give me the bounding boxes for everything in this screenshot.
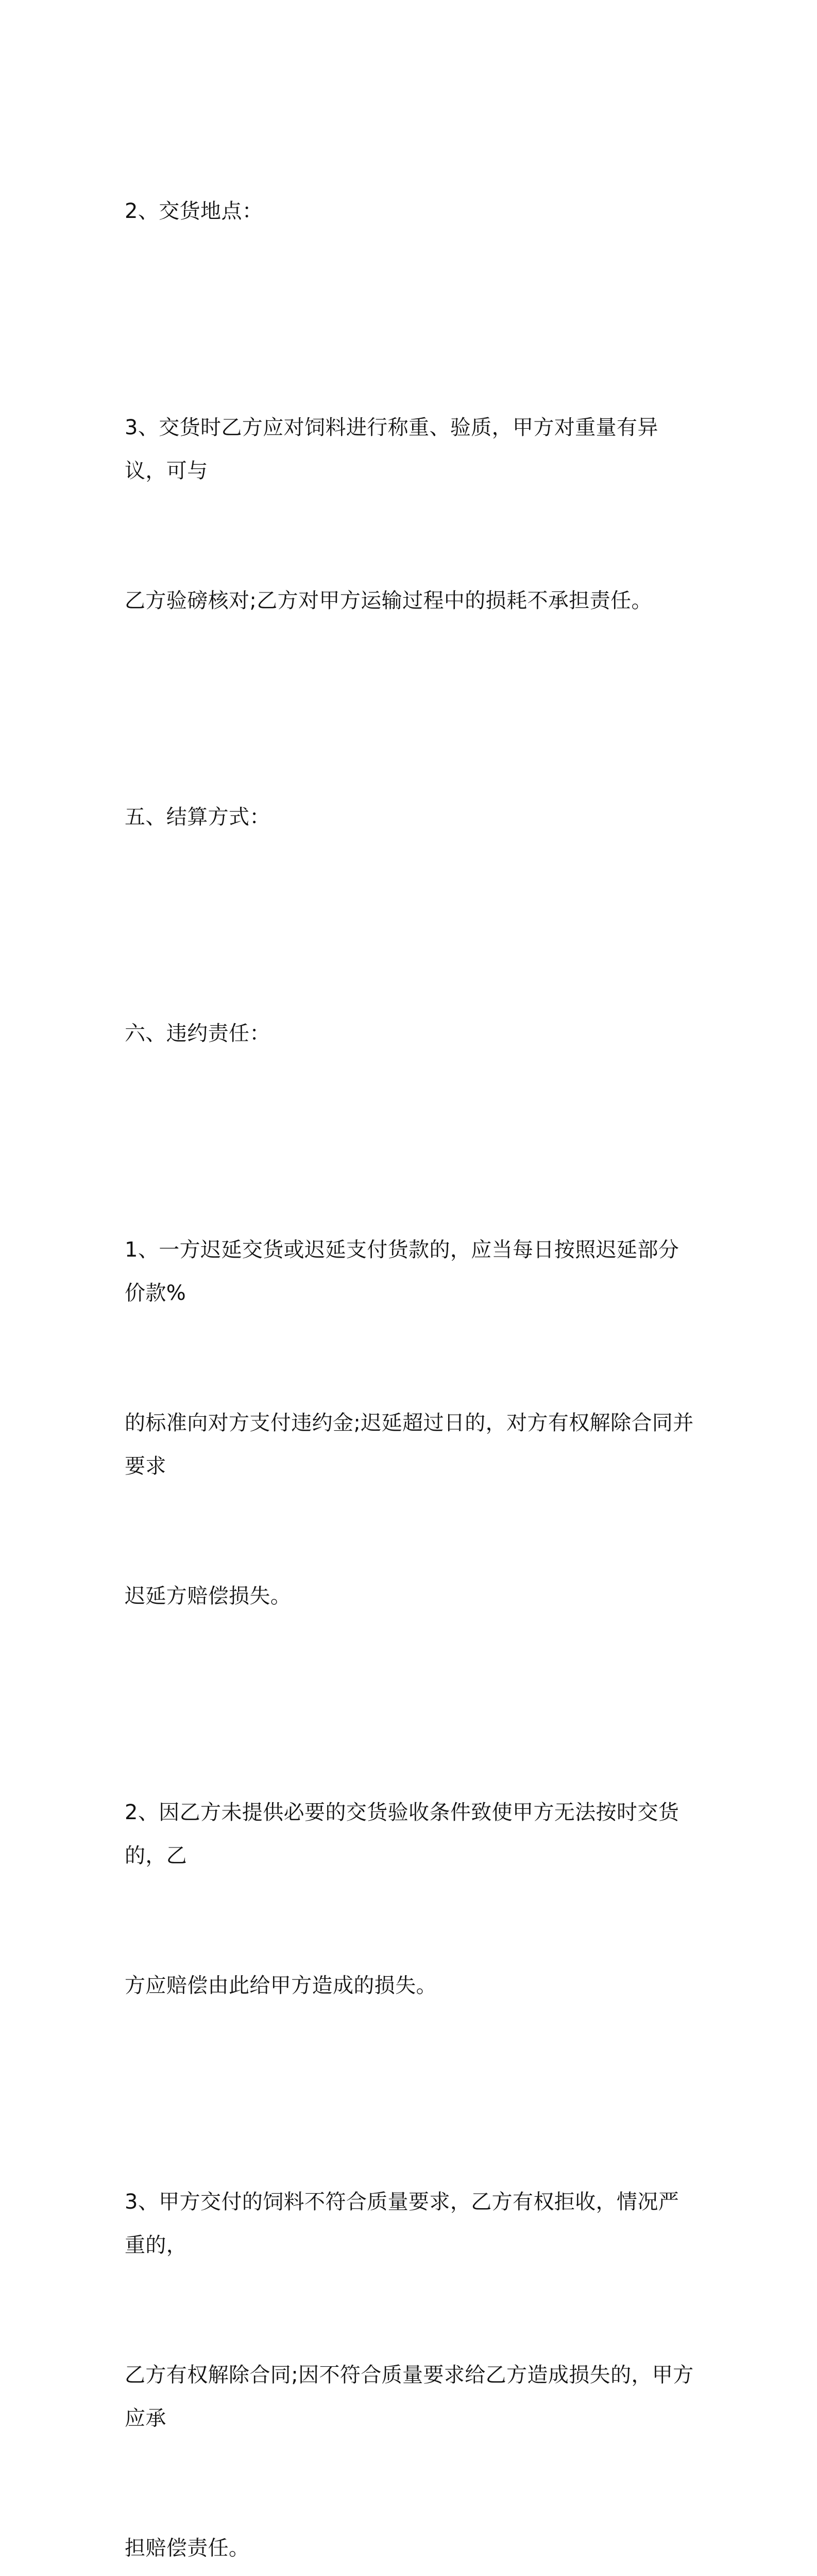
text-line: 3、甲方交付的饲料不符合质量要求，乙方有权拒收，情况严重的， (125, 2190, 679, 2257)
heading-breach-liability (125, 925, 699, 1142)
text-line: 六、违约责任： (125, 1022, 270, 1045)
text-line: 3、交货时乙方应对饲料进行称重、验质，甲方对重量有异议，可与 (125, 416, 658, 483)
clause-quality-nonconformity (125, 2094, 699, 2576)
text-line: 五、结算方式： (125, 805, 270, 829)
clause-acceptance-conditions (125, 1704, 699, 2094)
text-line: 乙方有权解除合同;因不符合质量要求给乙方造成损失的，甲方应承 (125, 2363, 694, 2430)
text-line: 2、交货地点： (125, 199, 263, 223)
text-line: 2、因乙方未提供必要的交货验收条件致使甲方无法按时交货的，乙 (125, 1801, 679, 1868)
text-line: 迟延方赔偿损失。 (125, 1584, 292, 1608)
paragraph-delivery-location (125, 103, 699, 319)
text-line: 乙方验磅核对;乙方对甲方运输过程中的损耗不承担责任。 (125, 589, 652, 613)
text-line: 方应赔偿由此给甲方造成的损失。 (125, 1974, 437, 1997)
paragraph-weighing-inspection (125, 319, 699, 709)
text-line: 1、一方迟延交货或迟延支付货款的，应当每日按照迟延部分价款% (125, 1238, 679, 1305)
text-line: 的标准向对方支付违约金;迟延超过日的，对方有权解除合同并要求 (125, 1411, 694, 1478)
text-line: 担赔偿责任。 (125, 2536, 250, 2560)
heading-settlement-method (125, 709, 699, 925)
clause-late-delivery-payment (125, 1142, 699, 1704)
